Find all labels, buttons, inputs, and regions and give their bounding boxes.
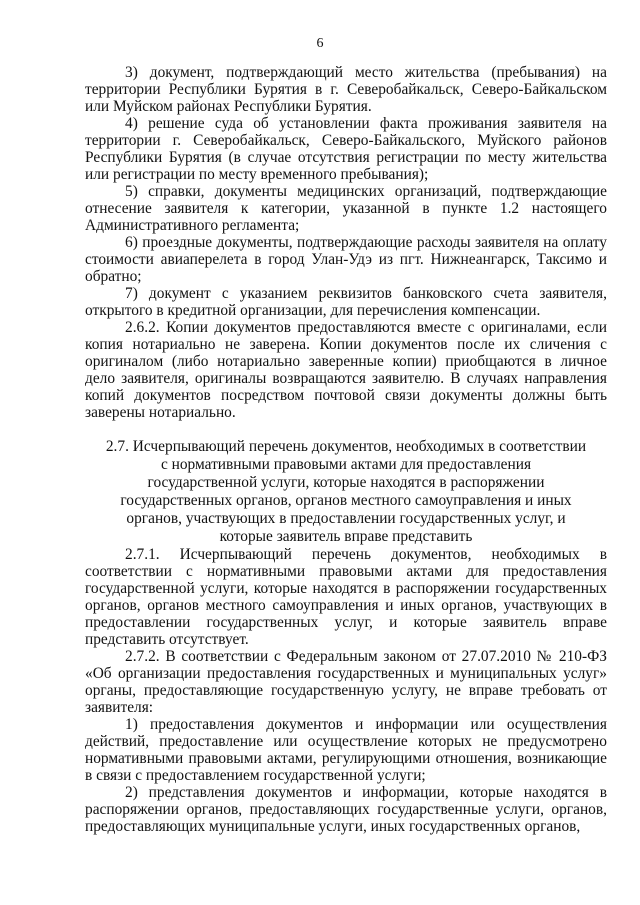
paragraph-2-7-2: 2.7.2. В соответствии с Федеральным законом от 27.07.2010 № 210-ФЗ «Об организации предоставления государственных и муниципальных услуг» органы, предоставляющие государственную услугу, не вправе требовать от заявителя: xyxy=(85,648,607,716)
paragraph-2-6-2: 2.6.2. Копии документов предоставляются вместе с оригиналами, если копия нотариально не заверена. Копии документов после их сличения с оригиналом (либо нотариально заверенные копии) приобщаются в личное дело заявителя, оригиналы возвращаются заявителю. В случаях направления копий документов посредством почтовой связи документы должны быть заверены нотариально. xyxy=(85,319,607,421)
paragraph-prohibition-1: 1) предоставления документов и информации или осуществления действий, предоставление или осуществление которых не предусмотрено нормативными правовыми актами, регулирующими отношения, возникающие в связи с предоставлением государственной услуги; xyxy=(85,716,607,784)
paragraph-2-7-1: 2.7.1. Исчерпывающий перечень документов, необходимых в соответствии с нормативными правовыми актами для предоставления государственной услуги, которые находятся в распоряжении государственных органов, органов местного самоуправления и иных органов, участвующих в предоставлении государственных услуг, и которые заявитель вправе представить отсутствует. xyxy=(85,546,607,648)
paragraph-item-7: 7) документ с указанием реквизитов банковского счета заявителя, открытого в кредитной организации, для перечисления компенсации. xyxy=(85,285,607,319)
paragraph-prohibition-2: 2) представления документов и информации, которые находятся в распоряжении органов, предоставляющих государственные услуги, органов, предоставляющих муниципальные услуги, иных государственных органов, xyxy=(85,784,607,835)
paragraph-item-4: 4) решение суда об установлении факта проживания заявителя на территории г. Северобайкальск, Северо-Байкальского, Муйского районов Республики Бурятия (в случае отсутствия регистрации по месту жительства или регистрации по месту временного пребывания); xyxy=(85,115,607,183)
paragraph-item-6: 6) проездные документы, подтверждающие расходы заявителя на оплату стоимости авиаперелета в город Улан-Удэ из пгт. Нижнеангарск, Таксимо и обратно; xyxy=(85,234,607,285)
section-heading-2-7: 2.7. Исчерпывающий перечень документов, необходимых в соответствии с нормативными правовыми актами для предоставления государственной услуги, которые находятся в распоряжении государственных органов, органов местного самоуправления и иных органов, участвующих в предоставлении государственных услуг, и которые заявитель вправе представить xyxy=(105,438,587,545)
section-gap xyxy=(85,421,607,438)
page-number: 6 xyxy=(316,36,324,51)
paragraph-item-5: 5) справки, документы медицинских организаций, подтверждающие отнесение заявителя к категории, указанной в пункте 1.2 настоящего Административного регламента; xyxy=(85,183,607,234)
document-body xyxy=(85,64,607,835)
paragraph-item-3: 3) документ, подтверждающий место жительства (пребывания) на территории Республики Бурятия в г. Северобайкальск, Северо-Байкальском или Муйском районах Республики Бурятия. xyxy=(85,64,607,115)
